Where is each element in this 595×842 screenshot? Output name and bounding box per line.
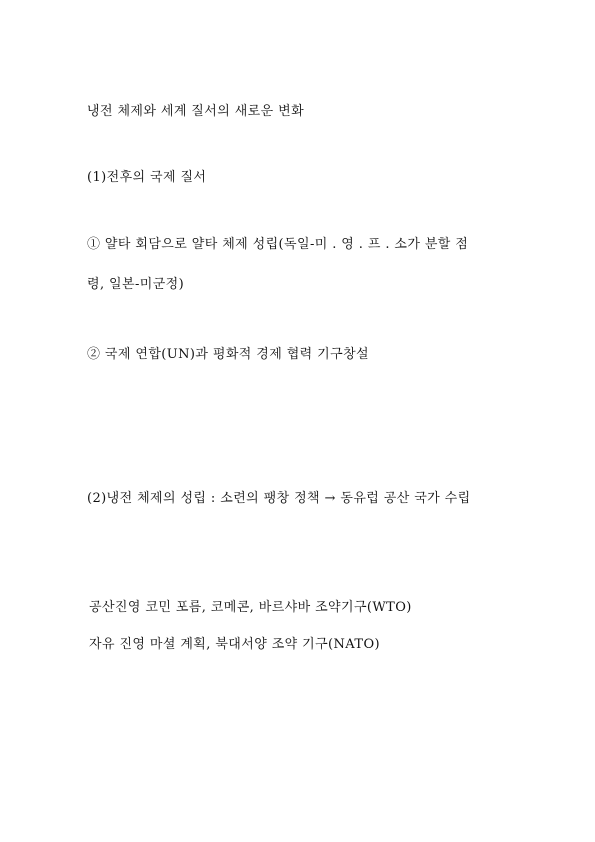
document-title: 냉전 체제와 세계 질서의 새로운 변화 — [87, 104, 305, 119]
section-1-heading: (1)전후의 국제 질서 — [87, 170, 207, 185]
section-1-item-1-line-1: ① 얄타 회담으로 얄타 체제 성립(독일-미 . 영 . 프 . 소가 분할 점 — [87, 237, 469, 252]
section-2-heading: (2)냉전 체제의 성립 : 소련의 팽창 정책 → 동유럽 공산 국가 수립 — [87, 491, 471, 506]
section-1-item-2: ② 국제 연합(UN)과 평화적 경제 협력 기구창설 — [87, 347, 369, 362]
communist-bloc-line: 공산진영 코민 포름, 코메콘, 바르샤바 조약기구(WTO) — [89, 600, 412, 615]
free-bloc-line: 자유 진영 마셜 계획, 북대서양 조약 기구(NATO) — [89, 637, 380, 652]
section-1-item-1-line-2: 령, 일본-미군정) — [87, 277, 185, 292]
